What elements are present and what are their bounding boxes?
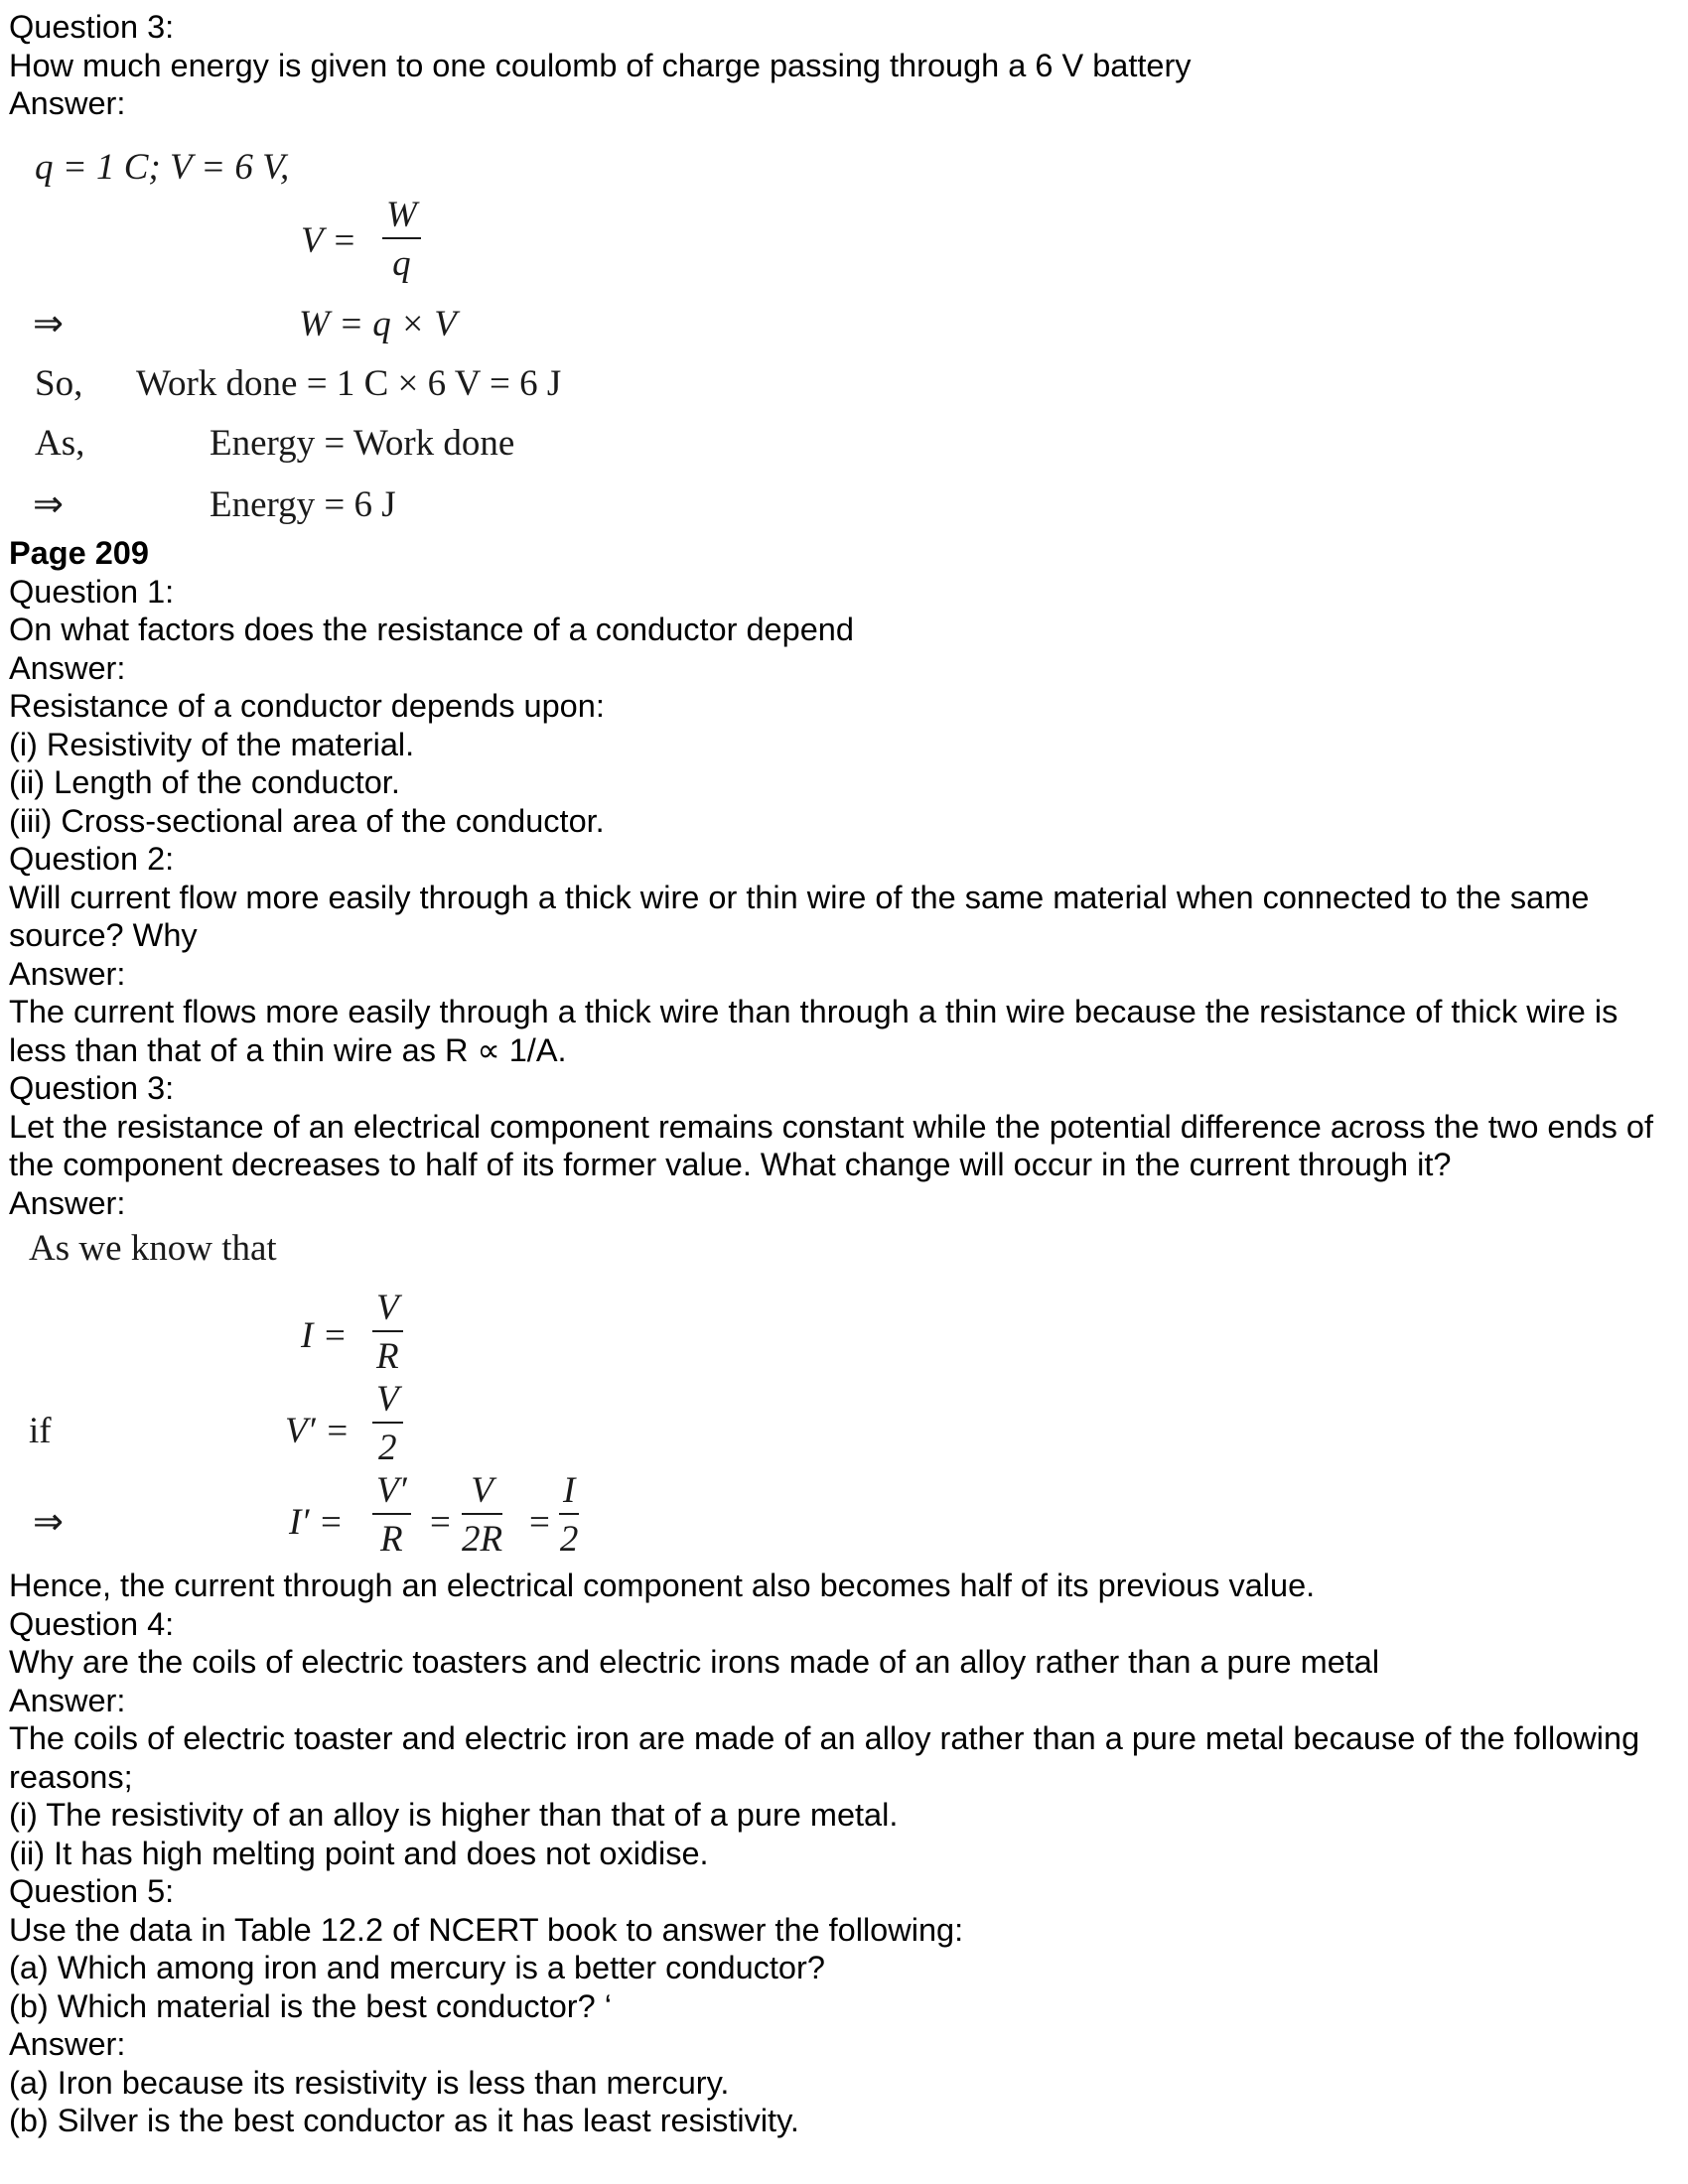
- work-done-equation: Work done = 1 C × 6 V = 6 J: [136, 363, 562, 404]
- question-label: Question 5:: [9, 1873, 175, 1909]
- iprime-fraction-3: [559, 1472, 579, 1558]
- implies-arrow: ⇒: [33, 484, 65, 525]
- fraction-denominator: 2R: [462, 1519, 503, 1560]
- iprime-equation-lhs: I′ =: [289, 1502, 344, 1543]
- answer-label: Answer:: [9, 1682, 126, 1718]
- answer-conclusion: Hence, the current through an electrical component also becomes half of its previous value.: [9, 1568, 1316, 1603]
- i-denominator: R: [376, 1336, 399, 1377]
- answer-text: Resistance of a conductor depends upon:: [9, 688, 605, 724]
- list-item: (a) Iron because its resistivity is less than mercury.: [9, 2064, 730, 2101]
- list-item: (ii) Length of the conductor.: [9, 764, 400, 800]
- iprime-fraction-2: [462, 1472, 502, 1558]
- math-block-current: [9, 1224, 903, 1562]
- i-equation-lhs: I =: [301, 1315, 348, 1356]
- i-fraction: [372, 1290, 403, 1375]
- if-label: if: [29, 1411, 52, 1451]
- math-block-energy: [9, 137, 903, 534]
- question-text: Use the data in Table 12.2 of NCERT book to answer the following:: [9, 1911, 964, 1948]
- equals-sign: =: [529, 1502, 550, 1543]
- answer-label: Answer:: [9, 2026, 126, 2062]
- answer-label: Answer:: [9, 1184, 126, 1221]
- work-equation: W = q × V: [299, 304, 457, 344]
- answer-label: Answer:: [9, 85, 126, 121]
- question-text: How much energy is given to one coulomb of charge passing through a 6 V battery: [9, 47, 1192, 83]
- fraction-denominator: R: [380, 1519, 403, 1560]
- v-numerator: W: [386, 195, 417, 235]
- question-label: Question 3:: [9, 1070, 175, 1106]
- v-fraction: [382, 197, 421, 282]
- list-item: (iii) Cross-sectional area of the conductor.: [9, 802, 605, 839]
- equals-sign: =: [430, 1502, 451, 1543]
- question-text: Let the resistance of an electrical component remains constant while the potential difference across the two ends of the component decreases to half of its former value. What change will occur in the current through it?: [9, 1108, 1654, 1182]
- fraction-numerator: V′: [376, 1470, 407, 1511]
- given-values: q = 1 C; V = 6 V,: [35, 147, 290, 188]
- energy-work-equation: Energy = Work done: [210, 423, 515, 464]
- implies-arrow: ⇒: [33, 304, 65, 344]
- question-label: Question 3:: [9, 9, 175, 45]
- question-label: Question 4:: [9, 1605, 175, 1642]
- list-item: (ii) It has high melting point and does not oxidise.: [9, 1835, 709, 1871]
- list-item: (i) The resistivity of an alloy is higher than that of a pure metal.: [9, 1797, 899, 1833]
- i-numerator: V: [376, 1288, 399, 1328]
- page-heading: Page 209: [9, 535, 149, 571]
- fraction-numerator: I: [563, 1470, 576, 1511]
- vprime-fraction: [372, 1381, 403, 1466]
- answer-text: The current flows more easily through a thick wire than through a thin wire because the resistance of thick wire is less than that of a thin wire as R ∝ 1/A.: [9, 994, 1618, 1068]
- answer-text: The coils of electric toaster and electric iron are made of an alloy rather than a pure metal because of the following reasons;: [9, 1720, 1640, 1795]
- vprime-numerator: V: [376, 1379, 399, 1420]
- list-item: (b) Silver is the best conductor as it has least resistivity.: [9, 2103, 799, 2138]
- v-equation-lhs: V =: [301, 220, 357, 261]
- page-209-block: [9, 534, 1669, 1222]
- list-item: (b) Which material is the best conductor? ‘: [9, 1987, 612, 2024]
- question-label: Question 1:: [9, 573, 175, 610]
- fraction-numerator: V: [471, 1470, 493, 1511]
- so-label: So,: [35, 363, 83, 404]
- v-denominator: q: [392, 243, 411, 284]
- question-text: Why are the coils of electric toasters and electric irons made of an alloy rather than a pure metal: [9, 1644, 1380, 1680]
- implies-arrow: ⇒: [33, 1502, 65, 1543]
- vprime-denominator: 2: [378, 1428, 397, 1468]
- remaining-questions-block: [9, 1567, 1669, 2140]
- fraction-denominator: 2: [559, 1519, 579, 1560]
- answer-label: Answer:: [9, 955, 126, 992]
- math-intro: As we know that: [29, 1228, 277, 1269]
- answer-label: Answer:: [9, 649, 126, 686]
- iprime-fraction-1: [372, 1472, 411, 1558]
- question-3-block: [9, 8, 1192, 123]
- question-label: Question 2:: [9, 841, 175, 877]
- vprime-equation-lhs: V′ =: [285, 1411, 350, 1451]
- list-item: (a) Which among iron and mercury is a better conductor?: [9, 1950, 825, 1985]
- energy-value: Energy = 6 J: [210, 484, 396, 525]
- list-item: (i) Resistivity of the material.: [9, 726, 415, 762]
- question-text: Will current flow more easily through a thick wire or thin wire of the same material when connected to the same source? Why: [9, 879, 1590, 953]
- question-text: On what factors does the resistance of a conductor depend: [9, 612, 854, 647]
- as-label: As,: [35, 423, 85, 464]
